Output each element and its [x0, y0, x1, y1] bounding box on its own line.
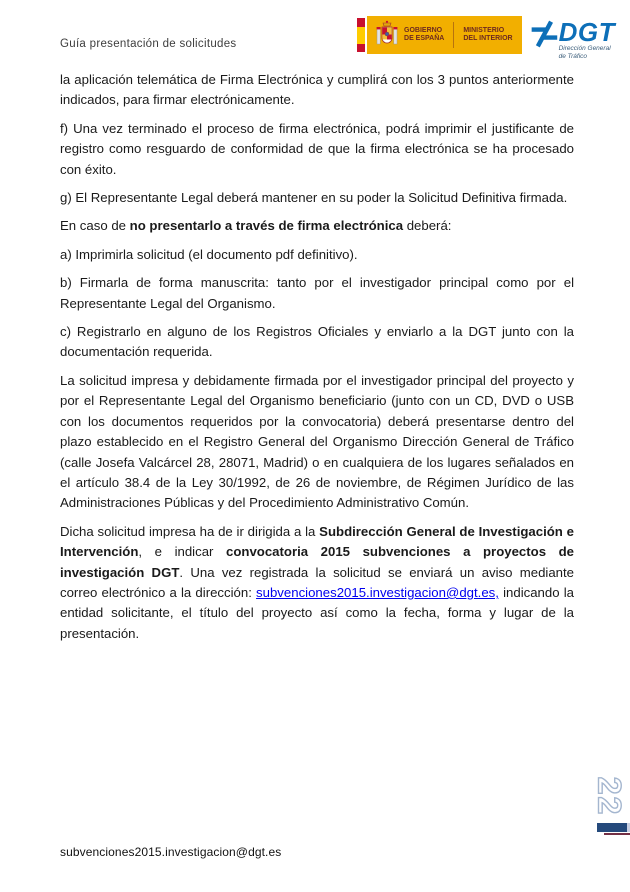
text-run: f) Una vez terminado el proceso de firma electrónica, podrá imprimir el justificante de registro como resguardo de conformidad de que la firma electrónica se ha procesado con éxito.	[60, 120, 574, 177]
text-run: Dicha solicitud impresa ha de ir dirigida a la	[60, 523, 320, 539]
paragraph	[60, 371, 574, 514]
spain-coat-of-arms-icon	[376, 20, 398, 50]
email-link[interactable]: subvenciones2015.investigacion@dgt.es,	[256, 584, 499, 600]
paragraph	[60, 216, 574, 236]
paragraph	[60, 322, 574, 363]
page-number-bar	[597, 823, 627, 832]
page-number: 22	[591, 776, 628, 816]
dgt-subtitle: Dirección General de Tráfico	[558, 45, 611, 60]
footer-email: subvenciones2015.investigacion@dgt.es	[60, 845, 282, 859]
paragraph	[60, 245, 574, 265]
header-logos	[357, 16, 615, 60]
paragraph	[60, 70, 574, 111]
bold-text: no presentarlo a través de firma electrónica	[129, 218, 404, 234]
text-run: g) El Representante Legal deberá mantener en su poder la Solicitud Definitiva firmada.	[60, 190, 568, 206]
bold-text: Subdirección General de Investigación e Intervención	[60, 523, 574, 560]
text-run: . Una vez registrada la solicitud se enviará un aviso mediante correo electrónico a la dirección:	[60, 564, 575, 600]
dgt-acronym: DGT	[558, 17, 615, 47]
text-run: b) Firmarla de forma manuscrita: tanto por el investigador principal como por el Representante Legal del Organismo.	[60, 275, 574, 311]
paragraph	[60, 522, 574, 644]
spain-flag-icon	[357, 18, 365, 52]
doc-title: Guía presentación de solicitudes	[60, 38, 237, 50]
document-body	[60, 70, 574, 652]
text-run: deberá:	[403, 218, 452, 234]
text-run: , e indicar	[138, 544, 226, 560]
text-run: c) Registrarlo en alguno de los Registros Oficiales y enviarlo a la DGT junto con la documentación requerida.	[60, 324, 574, 360]
text-run: la aplicación telemática de Firma Electrónica y cumplirá con los 3 puntos anteriormente indicados, para firmar electrónicamente.	[60, 72, 574, 108]
text-run: a) Imprimirla solicitud (el documento pdf definitivo).	[60, 246, 358, 262]
gobierno-espana-logo	[357, 16, 522, 54]
logo-divider	[453, 22, 454, 48]
ministerio-interior-label: MINISTERIO DEL INTERIOR	[463, 26, 513, 42]
dgt-logo	[529, 17, 615, 60]
text-run: En caso de	[60, 218, 130, 234]
paragraph	[60, 188, 574, 208]
text-run: La solicitud impresa y debidamente firmada por el investigador principal del proyecto y por el Representante Legal del Organismo beneficiario (junto con un CD, DVD o USB con los documentos requeridos por la convocatoria) deberá presentarse dentro del plazo establecido en el Registro General del Organismo Dirección General de Tráfico (calle Josefa Valcárcel 28, 28071, Madrid) o en cualquiera de los lugares señalados en el artículo 38.4 de la Ley 30/1992, de 26 de noviembre, de Régimen Jurídico de las Administraciones Públicas y del Procedimiento Administrativo Común.	[60, 372, 574, 511]
bold-text: convocatoria 2015 subvenciones a proyectos de investigación DGT	[60, 544, 574, 580]
dgt-symbol-icon	[529, 20, 559, 48]
paragraph	[60, 119, 574, 180]
paragraph	[60, 273, 574, 314]
text-run: indicando la entidad solicitante, el título del proyecto así como la fecha, forma y lugar de la presentación.	[60, 584, 574, 641]
gobierno-espana-label: GOBIERNO DE ESPAÑA	[404, 26, 445, 42]
page-number-block	[588, 770, 630, 822]
page-number-underline	[604, 833, 630, 835]
